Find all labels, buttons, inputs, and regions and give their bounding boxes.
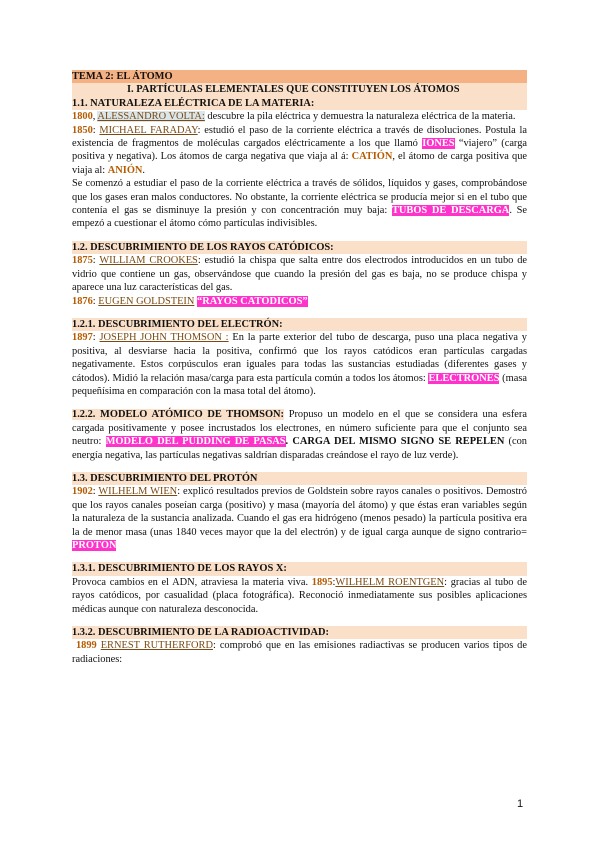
term-highlight: MODELO DEL PUDDING DE PASAS (105, 436, 286, 448)
bold-text: . CARGA DEL MISMO SIGNO SE REPELEN (285, 436, 505, 448)
term-highlight: CATIÓN (351, 151, 393, 163)
paragraph-text: (con energía negativa, las partículas negativas saldrían disparadas creándose el rayo de luz verde). (72, 436, 528, 461)
subsection-heading: 1.3.1. DESCUBRIMIENTO DE LOS RAYOS X: (72, 562, 527, 575)
scientist-name: WILLIAM CROOKES (99, 255, 198, 267)
subsection-heading: 1.2. DESCUBRIMIENTO DE LOS RAYOS CATÓDICOS: (72, 241, 527, 254)
paragraph-text: Se comenzó a estudiar el paso de la corriente eléctrica a través de sólidos, líquidos y gases, comprobándose que los gases eran malos conductores. No obstante, la corriente eléctrica se producía mejor si en el tubo que contenía el gas se disminuye la presión y con concentración muy baja: (72, 178, 527, 217)
paragraph-text: En la parte exterior del tubo de descarga, puso una placa negativa y positiva, al desviarse hacia la positiva, confirmó que los rayos catódicos eran partículas cargadas negativamente. Estos corpúsculos eran iguales para todas las sustancias estudiadas (diferentes gases y cátodos). Midió la relación masa/carga para esta partícula común a todos los átomos: (72, 332, 527, 384)
term-highlight: ELECTRONES (428, 372, 500, 384)
term-highlight: ANIÓN (107, 164, 143, 176)
scientist-name: ALESSANDRO VOLTA: (97, 111, 205, 123)
paragraph-text: descubre la pila eléctrica y demuestra la naturaleza eléctrica de la materia. (204, 111, 516, 123)
paragraph-crookes: 1875: WILLIAM CROOKES: estudió la chispa que salta entre dos electrodos introducidos en un tubo de vidrio que contiene un gas, observándose que cuando la presión del gas es baja, no se produce chispa y aparece una luz características del gas. (72, 255, 527, 294)
paragraph-text: : comprobó que en las emisiones radiactivas se producen varios tipos de radiaciones: (72, 640, 527, 665)
paragraph-text: Propuso un modelo en el que se considera una esfera cargada positivamente y posee incrustados los electrones, en número suficiente para que el conjunto sea neutro: (72, 409, 527, 448)
paragraph-text: “viajero” (carga positiva y negativa). Los átomos de carga negativa que viaja al á: (72, 138, 528, 163)
page-number: 1 (517, 798, 524, 810)
topic-title: TEMA 2: EL ÁTOMO (72, 70, 527, 83)
paragraph-text: : gracias al tubo de rayos catódicos, por casualidad (placa fotográfica). Reconoció inmediatamente sus posibles aplicaciones médicas aunque con naturaleza desconocida. (72, 576, 527, 615)
paragraph-goldstein: 1876: EUGEN GOLDSTEIN “RAYOS CATÓDICOS” (72, 295, 308, 307)
year: 1899 (75, 640, 97, 652)
paragraph-thomson: 1897: JOSEPH JOHN THOMSON : En la parte exterior del tubo de descarga, puso una placa negativa y positiva, al desviarse hacia la positiva, confirmó que los rayos catódicos eran partículas cargadas negativamente. Estos corpúsculos eran iguales para todas las sustancias estudiadas (diferentes gases y cátodos). Midió la relación masa/carga para esta partícula común a todos los átomos: ELECTRONES (masa pequeñísima en comparación con la masa total del átomo). (72, 332, 527, 397)
scientist-name: MICHAEL FARADAY (99, 124, 198, 136)
year: 1897 (72, 332, 93, 344)
term-highlight: PROTÓN (72, 540, 117, 551)
paragraph-text: : explicó resultados previos de Goldstein sobre rayos canales o positivos. Demostró que los rayos canales poseían carga (positivo) y masa (mayoría del átomo) y que éstas eran variables según la naturaleza de la sustancia analizada. Cuando el gas era hidrógeno (menos pesado) la partícula positiva era la de menor masa (unas 1840 veces mayor que la del electrón) y de igual carga aunque de signo contrario= (72, 486, 527, 538)
paragraph-thomson-model (72, 408, 527, 462)
paragraph-volta: 1800, ALESSANDRO VOLTA: descubre la pila eléctrica y demuestra la naturaleza eléctrica de la materia. (72, 111, 516, 123)
term-highlight: “RAYOS CATÓDICOS” (197, 295, 308, 307)
term-highlight: IONES (422, 138, 455, 150)
paragraph-text: : estudió el paso de la corriente eléctrica a través de disoluciones. Postula la existencia de fragmentos de moléculas cargados eléctricamente a los que llamó (72, 124, 527, 150)
subsection-heading: 1.1. NATURALEZA ELÉCTRICA DE LA MATERIA: (72, 97, 527, 110)
paragraph-text: . Se empezó a cuestionar el átomo cómo partículas indivisibles. (72, 205, 528, 230)
year: 1850 (72, 124, 93, 136)
term-highlight: TUBOS DE DESCARGA (391, 205, 510, 217)
paragraph-faraday: 1850: MICHAEL FARADAY: estudió el paso de la corriente eléctrica a través de disoluciones. Postula la existencia de fragmentos de moléculas cargados eléctricamente a los que llamó IONES “viajero” (carga positiva y negativa). Los átomos de carga negativa que viaja al á: CATIÓN, el átomo de carga positiva que viaja al: ANIÓN. (72, 124, 528, 176)
paragraph-text: , el átomo de carga positiva que viaja al: (72, 151, 527, 176)
scientist-name: JOSEPH JOHN THOMSON : (99, 332, 229, 344)
scientist-name: WILHELM ROENTGEN (335, 576, 445, 588)
paragraph-rutherford (72, 639, 527, 666)
subsection-heading: 1.3.2. DESCUBRIMIENTO DE LA RADIOACTIVIDAD: (72, 626, 527, 639)
subsection-heading: 1.3. DESCUBRIMIENTO DEL PROTÓN (72, 472, 527, 485)
subsection-heading: 1.2.1. DESCUBRIMIENTO DEL ELECTRÓN: (72, 318, 527, 331)
scientist-name: ERNEST RUTHERFORD (100, 640, 213, 652)
scientist-name: EUGEN GOLDSTEIN (98, 295, 195, 307)
paragraph-text: Provoca cambios en el ADN, atraviesa la materia viva. (72, 576, 312, 588)
year: 1895 (311, 576, 333, 588)
document-page (72, 70, 527, 666)
year: 1800 (72, 111, 93, 123)
paragraph-text: (masa pequeñísima en comparación con la masa total del átomo). (72, 372, 527, 397)
section-heading: I. PARTÍCULAS ELEMENTALES QUE CONSTITUYEN LOS ÁTOMOS (72, 83, 527, 96)
paragraph-gases (72, 177, 527, 231)
year: 1902 (72, 486, 93, 498)
paragraph-text: . (142, 164, 146, 176)
scientist-name: WILHELM WIEN (98, 486, 178, 498)
year: 1875 (72, 255, 93, 267)
paragraph-roentgen: Provoca cambios en el ADN, atraviesa la materia viva. 1895:WILHELM ROENTGEN: gracias al tubo de rayos catódicos, por casualidad (placa fotográfica). Reconoció inmediatamente sus posibles aplicaciones médicas aunque con naturaleza desconocida. (72, 576, 527, 615)
subsection-heading: 1.2.2. MODELO ATÓMICO DE THOMSON: (72, 409, 285, 421)
paragraph-wien: 1902: WILHELM WIEN: explicó resultados previos de Goldstein sobre rayos canales o positivos. Demostró que los rayos canales poseían carga (positivo) y masa (mayoría del átomo) y que éstas eran variables según la naturaleza de la sustancia analizada. Cuando el gas era hidrógeno (menos pesado) la partícula positiva era la de menor masa (unas 1840 veces mayor que la del electrón) y de igual carga aunque de signo contrario= PROTÓN (72, 486, 527, 551)
year: 1876 (72, 295, 93, 307)
paragraph-text: : estudió la chispa que salta entre dos electrodos introducidos en un tubo de vidrio que contiene un gas, observándose que cuando la presión del gas es baja, no se produce chispa y aparece una luz características del gas. (72, 255, 527, 294)
